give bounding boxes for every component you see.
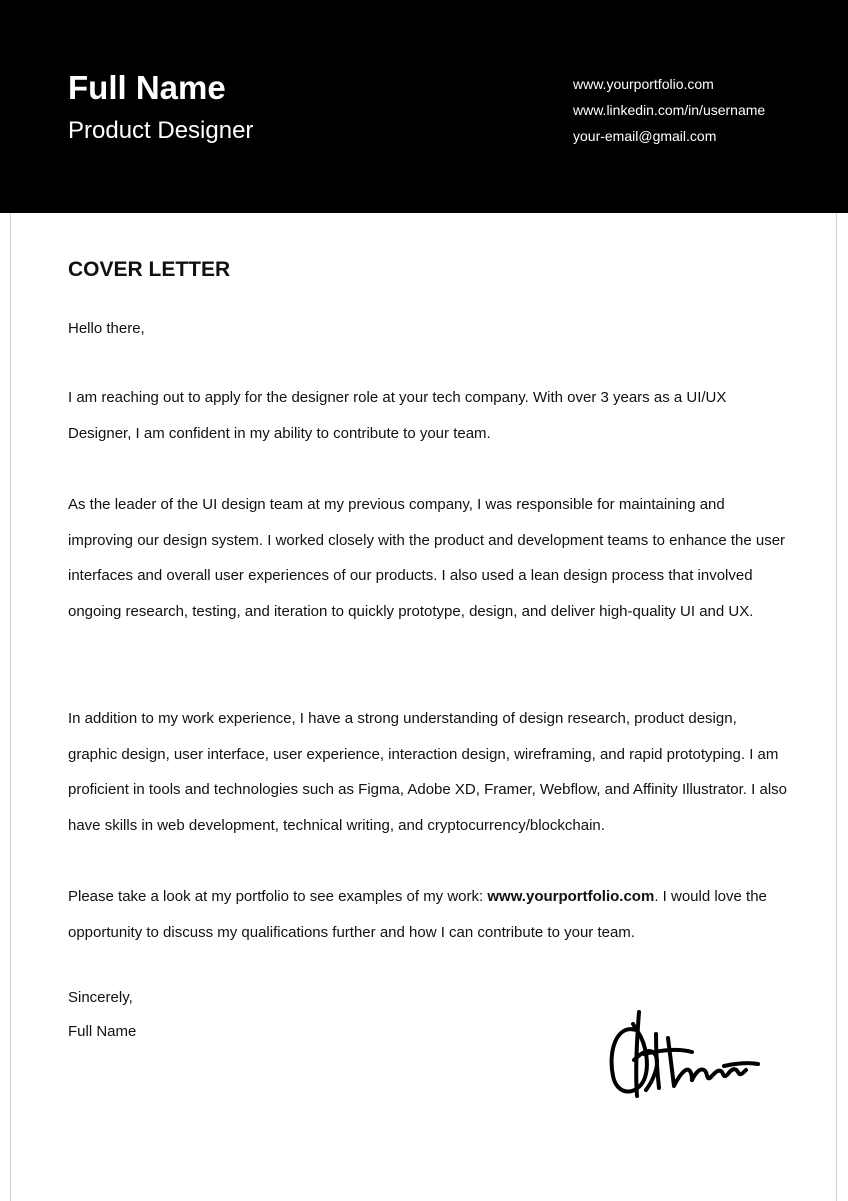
header-banner [0,0,848,213]
linkedin-link[interactable]: www.linkedin.com/in/username [573,102,766,118]
closing-phrase: Sincerely, [68,989,133,1006]
paragraph-skills: In addition to my work experience, I have a strong understanding of design research, product design, graphic design, user interface, user experience, interaction design, wireframing, and rapid prototyping. I am proficient in tools and technologies such as Figma, Adobe XD, Framer, Webflow, and Affinity Illustrator. I also have skills in web development, technical writing, and cryptocurrency/blockchain. [68,710,787,834]
greeting: Hello there, [68,320,145,337]
contact-list [573,71,833,149]
portfolio-link[interactable]: www.yourportfolio.com [573,76,714,92]
paragraph-intro: I am reaching out to apply for the designer role at your tech company. With over 3 years as a UI/UX Designer, I am confident in my ability to contribute to your team. [68,389,727,442]
email-link[interactable]: your-email@gmail.com [573,128,717,144]
portfolio-inline-link[interactable]: www.yourportfolio.com [487,888,655,905]
letter-title: COVER LETTER [68,258,231,281]
applicant-role: Product Designer [68,117,254,144]
paragraph-portfolio [68,879,788,950]
paragraph-portfolio-text-start: Please take a look at my portfolio to see examples of my work: [68,888,488,905]
paragraph-portfolio-text-end: . I would love the opportunity to discuss my qualifications further and how I can contribute to your team. [68,888,767,941]
signoff-name: Full Name [68,1023,137,1040]
applicant-name: Full Name [68,69,226,106]
handwritten-signature [606,1008,762,1100]
paragraph-experience: As the leader of the UI design team at my previous company, I was responsible for maintaining and improving our design system. I worked closely with the product and development teams to enhance the user interfaces and overall user experiences of our products. I also used a lean design process that involved ongoing research, testing, and iteration to quickly prototype, design, and deliver high-quality UI and UX. [68,496,786,620]
